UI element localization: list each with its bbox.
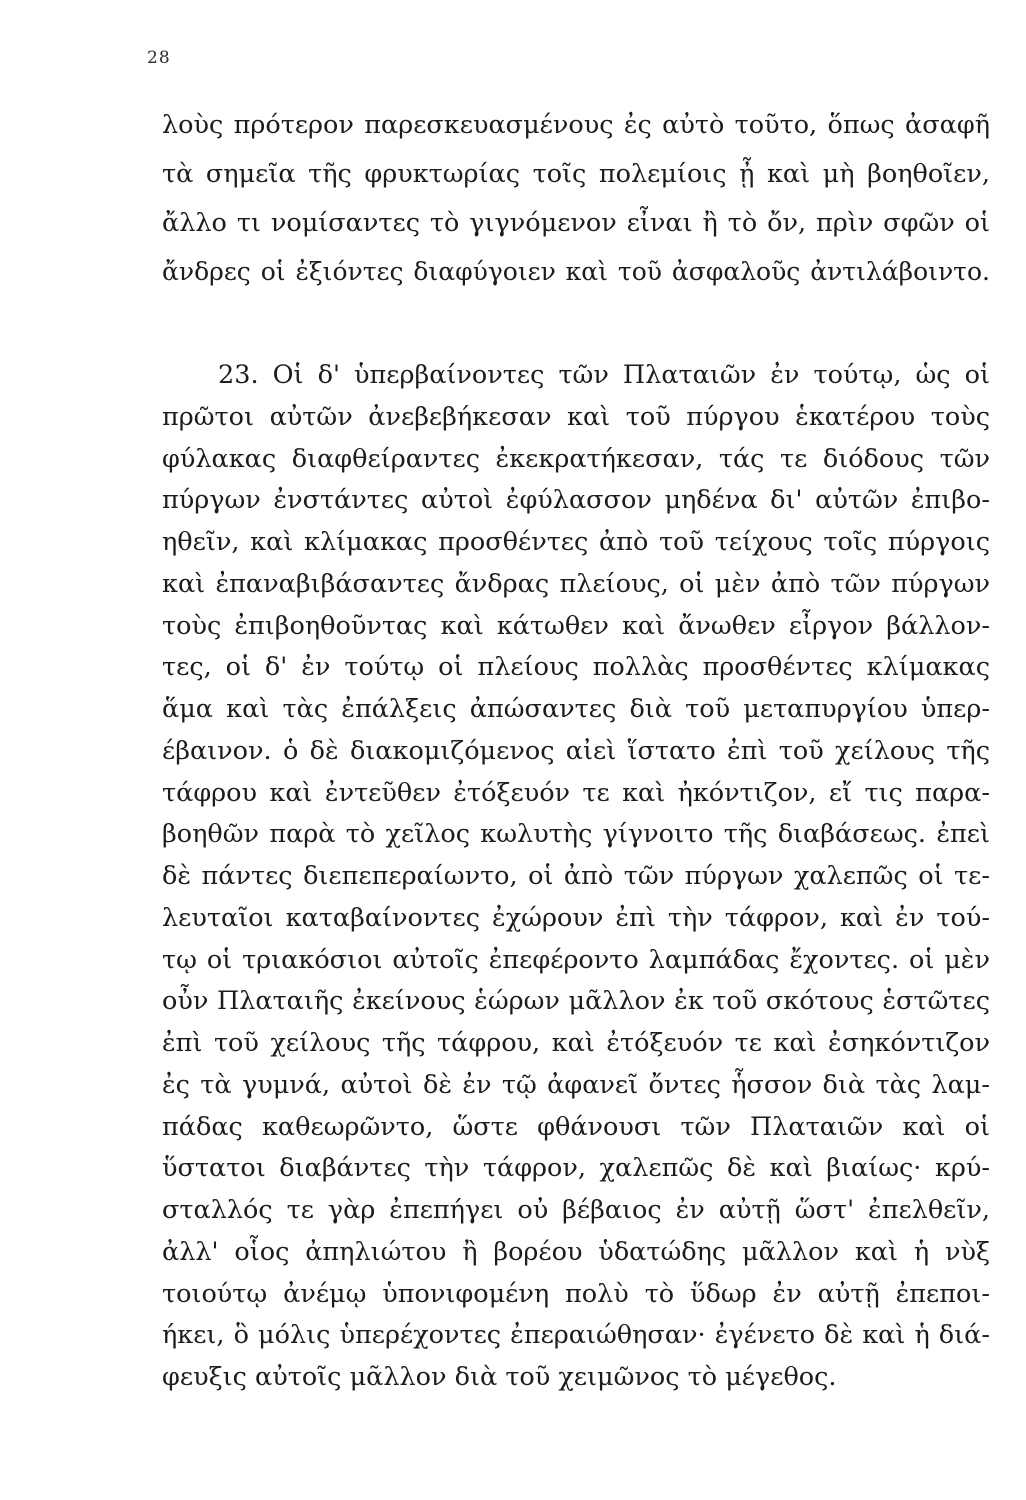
page-number: 28 xyxy=(147,48,171,68)
text-line: λοὺς πρότερον παρεσκευασμένους ἐς αὐτὸ τοῦτο, ὅπως ἀσαφῆ xyxy=(162,110,990,140)
text-line: ἄλλο τι νομίσαντες τὸ γιγνόμενον εἶναι ἢ τὸ ὄν, πρὶν σφῶν οἱ xyxy=(162,208,990,238)
text-line: τὰ σημεῖα τῆς φρυκτωρίας τοῖς πολεμίοις ᾖ καὶ μὴ βοηθοῖεν, xyxy=(162,159,990,189)
text-line: λευταῖοι καταβαίνοντες ἐχώρουν ἐπὶ τὴν τάφρον, καὶ ἐν τού- xyxy=(162,903,990,933)
text-line: πρῶτοι αὐτῶν ἀνεβεβήκεσαν καὶ τοῦ πύργου ἑκατέρου τοὺς xyxy=(162,402,990,432)
text-line: τοὺς ἐπιβοηθοῦντας καὶ κάτωθεν καὶ ἄνωθεν εἶργον βάλλον- xyxy=(162,611,990,641)
text-line: 23. Οἱ δ' ὑπερβαίνοντες τῶν Πλαταιῶν ἐν τούτῳ, ὡς οἱ xyxy=(218,360,990,390)
text-line: ἐς τὰ γυμνά, αὐτοὶ δὲ ἐν τῷ ἀφανεῖ ὄντες ἧσσον διὰ τὰς λαμ- xyxy=(162,1070,990,1100)
text-line: ἄνδρες οἱ ἐξιόντες διαφύγοιεν καὶ τοῦ ἀσφαλοῦς ἀντιλάβοιντο. xyxy=(162,257,990,286)
text-line: πάδας καθεωρῶντο, ὥστε φθάνουσι τῶν Πλαταιῶν καὶ οἱ xyxy=(162,1112,990,1142)
text-line: τάφρου καὶ ἐντεῦθεν ἐτόξευόν τε καὶ ἠκόντιζον, εἴ τις παρα- xyxy=(162,778,990,808)
text-line: ὕστατοι διαβάντες τὴν τάφρον, χαλεπῶς δὲ καὶ βιαίως· κρύ- xyxy=(162,1153,990,1183)
text-line: ηθεῖν, καὶ κλίμακας προσθέντες ἀπὸ τοῦ τείχους τοῖς πύργοις xyxy=(162,527,990,557)
text-line: τῳ οἱ τριακόσιοι αὐτοῖς ἐπεφέροντο λαμπάδας ἔχοντες. οἱ μὲν xyxy=(162,945,990,975)
text-line: οὖν Πλαταιῆς ἐκείνους ἑώρων μᾶλλον ἐκ τοῦ σκότους ἑστῶτες xyxy=(162,986,990,1016)
text-line: ἅμα καὶ τὰς ἐπάλξεις ἀπώσαντες διὰ τοῦ μεταπυργίου ὑπερ- xyxy=(162,694,990,724)
text-line: πύργων ἐνστάντες αὐτοὶ ἐφύλασσον μηδένα δι' αὐτῶν ἐπιβο- xyxy=(162,485,990,515)
text-line: ἀλλ' οἷος ἀπηλιώτου ἢ βορέου ὑδατώδης μᾶλλον καὶ ἡ νὺξ xyxy=(162,1237,990,1267)
text-line: καὶ ἐπαναβιβάσαντες ἄνδρας πλείους, οἱ μὲν ἀπὸ τῶν πύργων xyxy=(162,569,990,599)
text-line: βοηθῶν παρὰ τὸ χεῖλος κωλυτὴς γίγνοιτο τῆς διαβάσεως. ἐπεὶ xyxy=(162,819,990,849)
text-line: σταλλός τε γὰρ ἐπεπήγει οὐ βέβαιος ἐν αὐτῇ ὥστ' ἐπελθεῖν, xyxy=(162,1195,990,1225)
text-line: δὲ πάντες διεπεπεραίωντο, οἱ ἀπὸ τῶν πύργων χαλεπῶς οἱ τε- xyxy=(162,861,990,891)
text-line: τοιούτῳ ἀνέμῳ ὑπονιφομένη πολὺ τὸ ὕδωρ ἐν αὐτῇ ἐπεποι- xyxy=(162,1279,990,1309)
text-line: έβαινον. ὁ δὲ διακομιζόμενος αἰεὶ ἵστατο ἐπὶ τοῦ χείλους τῆς xyxy=(162,736,990,766)
text-line: ήκει, ὃ μόλις ὑπερέχοντες ἐπεραιώθησαν· ἐγένετο δὲ καὶ ἡ διά- xyxy=(162,1320,990,1350)
text-line: φευξις αὐτοῖς μᾶλλον διὰ τοῦ χειμῶνος τὸ μέγεθος. xyxy=(162,1362,837,1392)
text-line: ἐπὶ τοῦ χείλους τῆς τάφρου, καὶ ἐτόξευόν τε καὶ ἐσηκόντιζον xyxy=(162,1028,990,1058)
text-line: τες, οἱ δ' ἐν τούτῳ οἱ πλείους πολλὰς προσθέντες κλίμακας xyxy=(162,652,990,682)
text-line: φύλακας διαφθείραντες ἐκεκρατήκεσαν, τάς τε διόδους τῶν xyxy=(162,444,990,474)
